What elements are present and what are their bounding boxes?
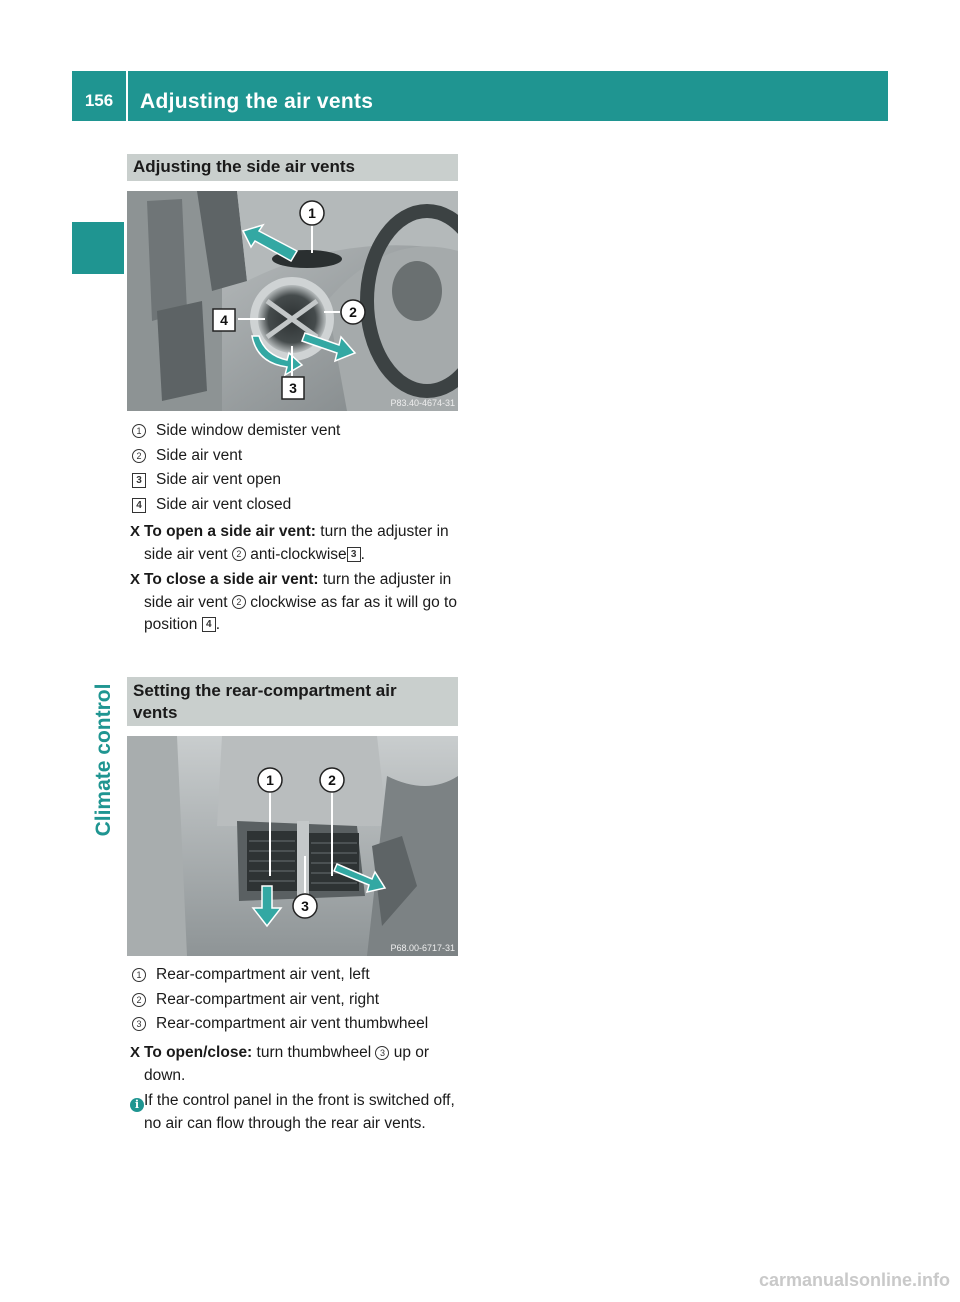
figure-code: P83.40-4674-31: [390, 398, 455, 408]
side-vent-illustration: [127, 191, 458, 411]
info-icon: i: [130, 1098, 144, 1112]
section-heading-rear-vents: Setting the rear-compartment air vents: [127, 677, 458, 726]
rear-vent-legend: [130, 963, 428, 1037]
legend-item: 3 Rear-compartment air vent thumbwheel: [130, 1012, 428, 1037]
step-marker-icon: X: [130, 523, 141, 540]
callout-2: 2: [349, 304, 357, 320]
page-title: Adjusting the air vents: [140, 90, 374, 113]
chapter-tab-marker: [72, 222, 124, 274]
callout-3: 3: [301, 898, 309, 914]
instruction-close-side-vent: X To close a side air vent: turn the adjuster in side air vent 2 clockwise as far as it will go to position 4 .: [130, 571, 457, 633]
legend-item: 3 Side air vent open: [130, 468, 340, 493]
callout-1: 1: [308, 205, 316, 221]
rear-air-vent-figure: [127, 736, 458, 956]
callout-4: 4: [220, 312, 228, 328]
instruction-open-close-rear-vent: X To open/close: turn thumbwheel 3 up or down.: [130, 1044, 430, 1084]
chapter-label: Climate control: [92, 683, 115, 837]
instruction-open-side-vent: X To open a side air vent: turn the adjuster in side air vent 2 anti-clockwise 3 .: [130, 523, 449, 563]
legend-item: 1 Rear-compartment air vent, left: [130, 963, 428, 988]
side-vent-legend: [130, 419, 340, 517]
rear-vent-illustration: [127, 736, 458, 956]
callout-3: 3: [289, 380, 297, 396]
legend-item: 4 Side air vent closed: [130, 493, 340, 518]
side-air-vent-figure: [127, 191, 458, 411]
legend-item: 2 Rear-compartment air vent, right: [130, 988, 428, 1013]
header-divider: [126, 71, 128, 121]
footer-watermark: carmanualsonline.info: [758, 1270, 950, 1290]
section-heading-side-vents: Adjusting the side air vents: [127, 154, 458, 181]
legend-item: 1 Side window demister vent: [130, 419, 340, 444]
info-note: i If the control panel in the front is switched off, no air can flow through the rear air vents.: [130, 1090, 460, 1135]
step-marker-icon: X: [130, 1044, 141, 1061]
figure-code: P68.00-6717-31: [390, 943, 455, 953]
step-marker-icon: X: [130, 571, 141, 588]
page-number: 156: [84, 91, 114, 110]
callout-1: 1: [266, 772, 274, 788]
legend-item: 2 Side air vent: [130, 444, 340, 469]
callout-2: 2: [328, 772, 336, 788]
